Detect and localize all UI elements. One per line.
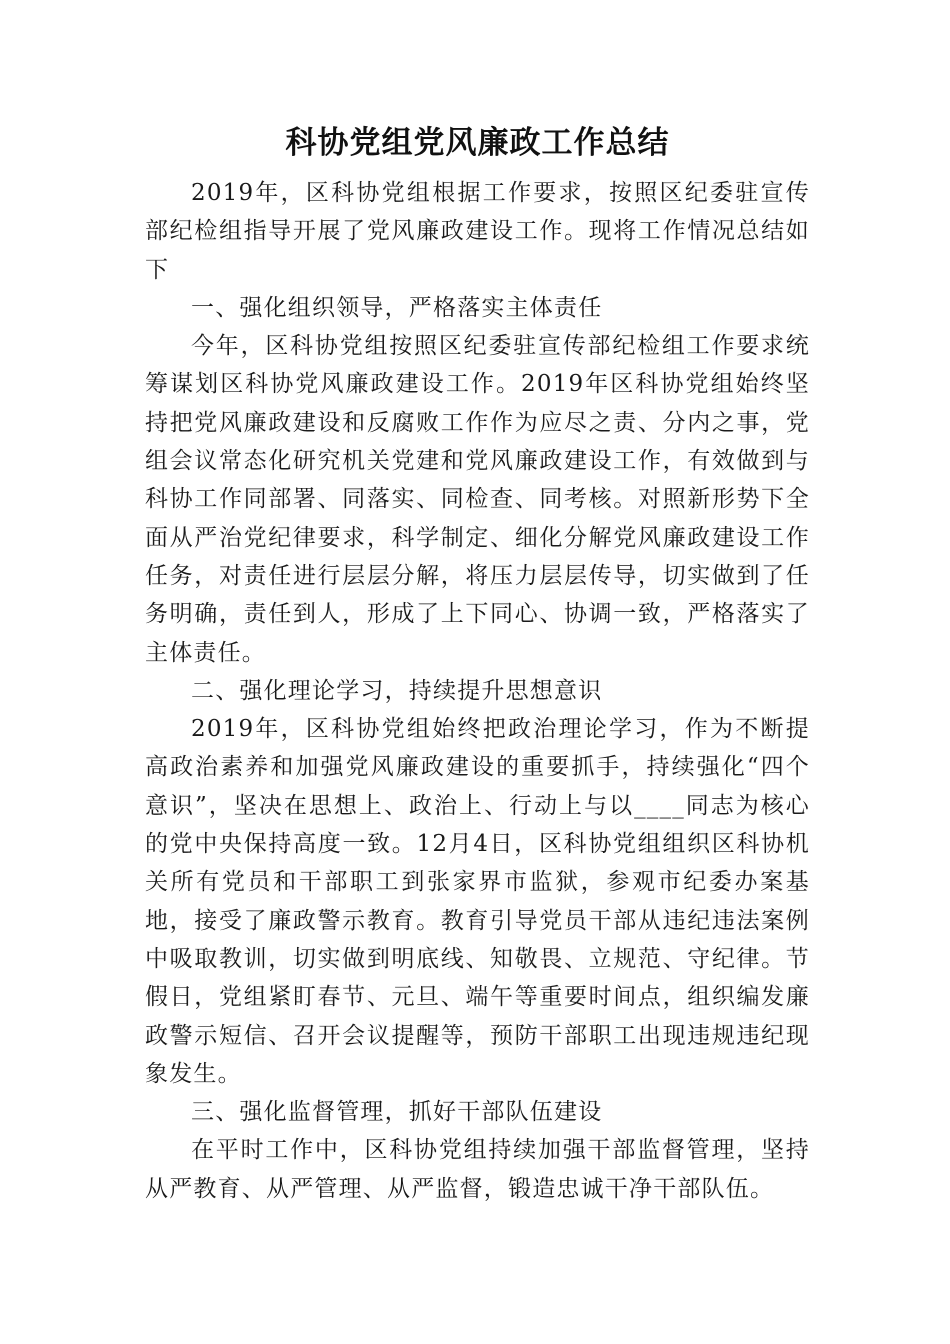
intro-paragraph: 2019年，区科协党组根据工作要求，按照区纪委驻宣传部纪检组指导开展了党风廉政建设工作。现将工作情况总结如下 [145, 180, 810, 283]
section-1-body: 今年，区科协党组按照区纪委驻宣传部纪检组工作要求统筹谋划区科协党风廉政建设工作。2019年区科协党组始终坚持把党风廉政建设和反腐败工作作为应尽之责、分内之事，党组会议常态化研究机关党建和党风廉政建设工作，有效做到与科协工作同部署、同落实、同检查、同考核。对照新形势下全面从严治党纪律要求，科学制定、细化分解党风廉政建设工作任务，对责任进行层层分解，将压力层层传导，切实做到了任务明确，责任到人，形成了上下同心、协调一致，严格落实了主体责任。 [145, 333, 810, 666]
section-1-heading: 一、强化组织领导，严格落实主体责任 [191, 294, 603, 321]
document-page [145, 118, 810, 1208]
section-2-body: 2019年，区科协党组始终把政治理论学习，作为不断提高政治素养和加强党风廉政建设的重要抓手，持续强化“四个意识”，坚决在思想上、政治上、行动上与以____同志为核心的党中央保持高度一致。12月4日，区科协党组组织区科协机关所有党员和干部职工到张家界市监狱，参观市纪委办案基地，接受了廉政警示教育。教育引导党员干部从违纪违法案例中吸取教训，切实做到明底线、知敬畏、立规范、守纪律。节假日，党组紧盯春节、元旦、端午等重要时间点，组织编发廉政警示短信、召开会议提醒等，预防干部职工出现违规违纪现象发生。 [145, 716, 810, 1087]
section-3-heading: 三、强化监督管理，抓好干部队伍建设 [191, 1099, 603, 1126]
section-2-heading: 二、强化理论学习，持续提升思想意识 [191, 677, 603, 704]
section-3-body: 在平时工作中，区科协党组持续加强干部监督管理，坚持从严教育、从严管理、从严监督，锻造忠诚干净干部队伍。 [145, 1137, 810, 1202]
document-title: 科协党组党风廉政工作总结 [285, 125, 670, 161]
